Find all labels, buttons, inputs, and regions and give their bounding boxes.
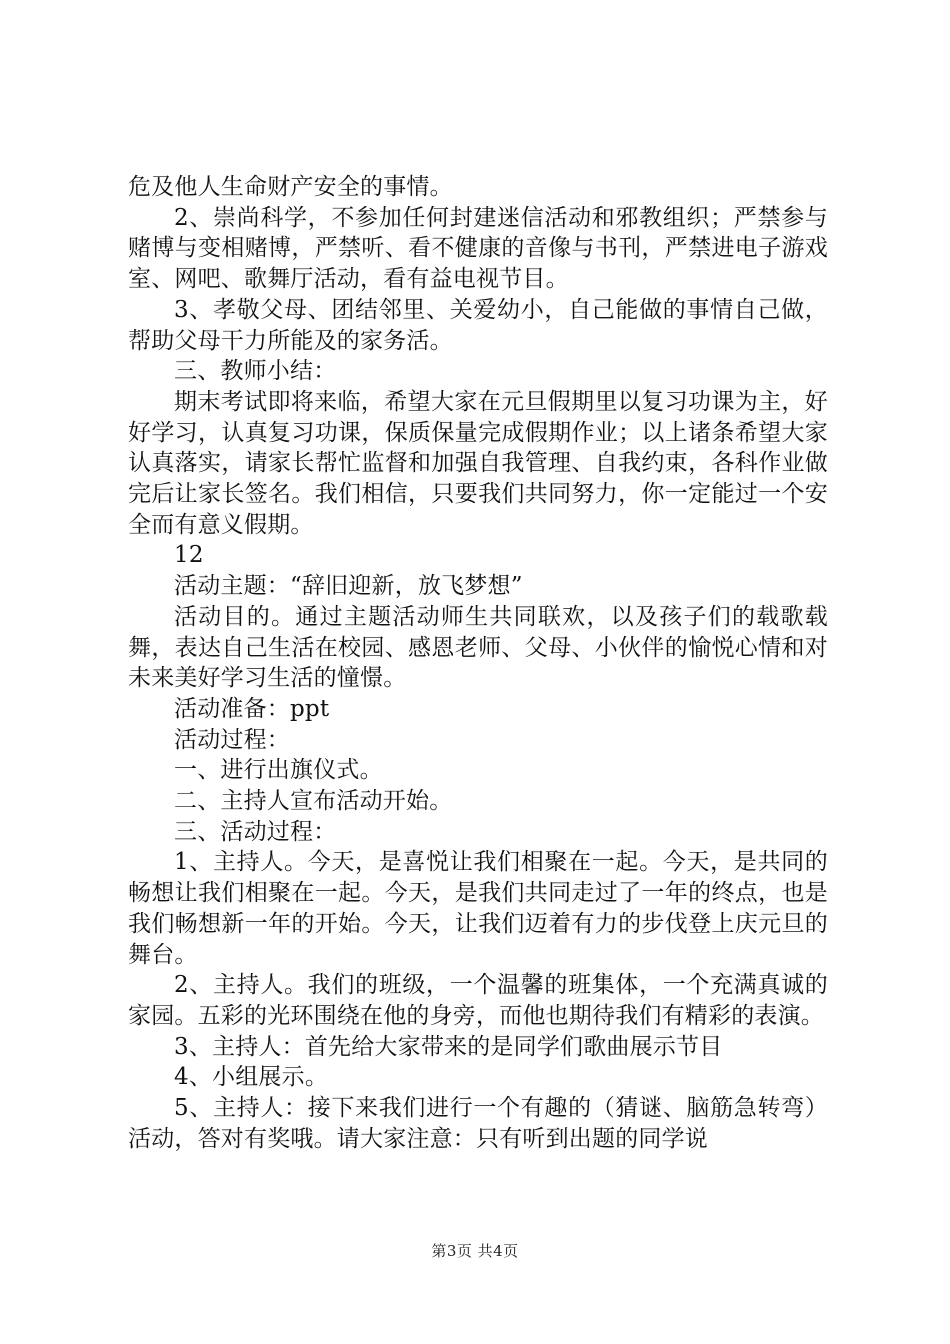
section-heading: 三、活动过程：: [174, 818, 337, 845]
section-number: 12: [174, 542, 204, 569]
activity-theme: 活动主题：“辞旧迎新，放飞梦想”: [174, 573, 523, 600]
section-heading: 三、教师小结：: [174, 358, 337, 385]
paragraph: 1、主持人。今天，是喜悦让我们相聚在一起。今天，是共同的畅想让我们相聚在一起。今天，是我们共同走过了一年的终点，也是我们畅想新一年的开始。今天，让我们迈着有力的步伐登上庆元旦的舞台。: [128, 849, 828, 968]
page-footer: [0, 1240, 950, 1261]
paragraph: 期末考试即将来临，希望大家在元旦假期里以复习功课为主，好好学习，认真复习功课，保质保量完成假期作业；以上诸条希望大家认真落实，请家长帮忙监督和加强自我管理、自我约束，各科作业做完后让家长签名。我们相信，只要我们共同努力，你一定能过一个安全而有意义假期。: [128, 388, 828, 538]
document-body: [128, 172, 828, 1155]
activity-preparation: 活动准备：ppt: [174, 695, 330, 722]
paragraph: 危及他人生命财产安全的事情。: [128, 174, 453, 200]
paragraph: 二、主持人宣布活动开始。: [174, 788, 453, 815]
activity-process-heading: 活动过程：: [174, 726, 290, 753]
paragraph: 2、主持人。我们的班级，一个温馨的班集体，一个充满真诚的家园。五彩的光环围绕在他的身旁，而他也期待我们有精彩的表演。: [128, 972, 828, 1029]
page-number-label: 第3页 共4页: [431, 1242, 519, 1260]
paragraph: 3、孝敬父母、团结邻里、关爱幼小，自己能做的事情自己做，帮助父母干力所能及的家务活。: [128, 296, 828, 354]
activity-purpose: 活动目的。通过主题活动师生共同联欢，以及孩子们的载歌载舞，表达自己生活在校园、感恩老师、父母、小伙伴的愉悦心情和对未来美好学习生活的憧憬。: [128, 603, 828, 692]
paragraph: 2、崇尚科学，不参加任何封建迷信活动和邪教组织；严禁参与赌博与变相赌博，严禁听、看不健康的音像与书刊，严禁进电子游戏室、网吧、歌舞厅活动，看有益电视节目。: [128, 204, 828, 293]
paragraph: 5、主持人：接下来我们进行一个有趣的（猜谜、脑筋急转弯）活动，答对有奖哦。请大家注意：只有听到出题的同学说: [128, 1095, 828, 1152]
paragraph: 4、小组展示。: [174, 1064, 329, 1091]
paragraph: 3、主持人：首先给大家带来的是同学们歌曲展示节目: [174, 1033, 723, 1060]
paragraph: 一、进行出旗仪式。: [174, 757, 383, 784]
